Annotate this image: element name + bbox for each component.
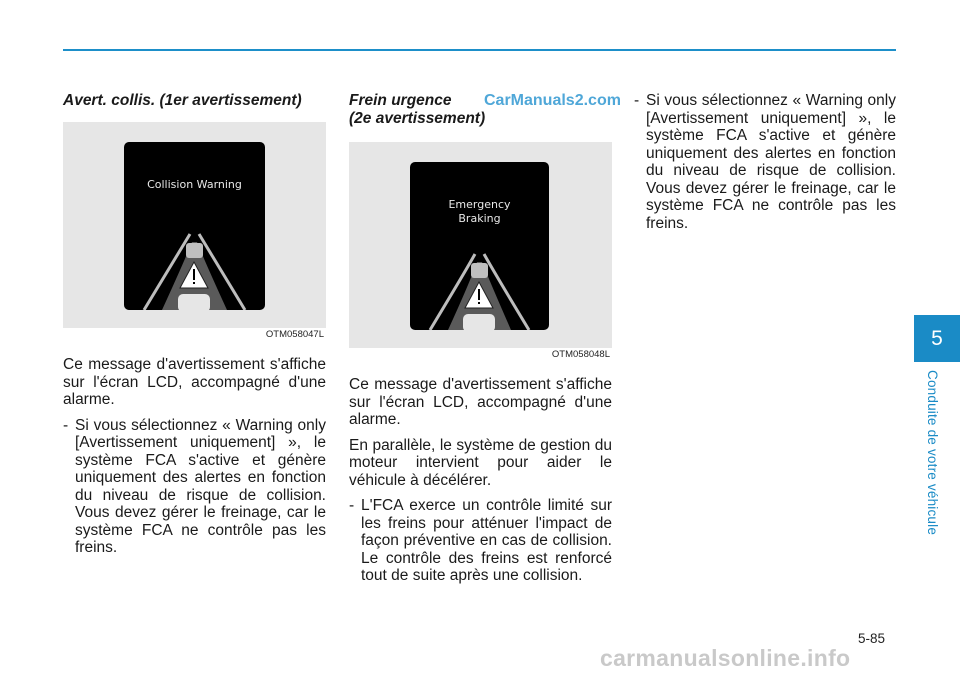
- figure-code: OTM058047L: [265, 328, 324, 340]
- bullet-dash: -: [634, 92, 640, 109]
- bullet-text: Si vous sélectionnez « Warning only [Avertissement uniquement] », le système FCA s'active et génère uniquement des alertes en fonction du niveau de risque de collision. Vous devez gérer le freinage, car le système FCA ne contrôle pas les freins.: [75, 416, 326, 556]
- heading-line: Frein urgence: [349, 92, 452, 109]
- lcd-screen: [124, 142, 265, 310]
- page-number: 5-85: [858, 631, 886, 646]
- paragraph: En parallèle, le système de gestion du moteur intervient pour aider le véhicule à décélérer.: [349, 436, 612, 489]
- screen-title-line: Braking: [458, 212, 501, 225]
- footer-watermark: carmanualsonline.info: [600, 645, 851, 671]
- screen-title-line: Emergency: [448, 198, 511, 211]
- right-column: [634, 92, 896, 232]
- paragraph: Ce message d'avertissement s'affiche sur l'écran LCD, accompagné d'une alarme.: [63, 356, 326, 408]
- collision-scene-illustration: [124, 142, 265, 310]
- paragraph: Ce message d'avertissement s'affiche sur l'écran LCD, accompagné d'une alarme.: [349, 376, 612, 428]
- heading-line: (2e avertissement): [349, 110, 486, 127]
- screen-title: Collision Warning: [147, 178, 242, 191]
- bullet-dash: -: [63, 416, 69, 434]
- collision-warning-figure: [63, 122, 326, 340]
- bullet-text: L'FCA exerce un contrôle limité sur les freins pour atténuer l'impact de façon préventive en cas de collision. Le contrôle des freins est renforcé tout de suite après une collision.: [361, 497, 612, 584]
- braking-scene-illustration: [410, 162, 549, 330]
- emergency-braking-figure: [349, 142, 612, 360]
- front-car-icon: [186, 243, 203, 258]
- bullet-item: [349, 497, 612, 585]
- bullet-dash: -: [349, 497, 355, 514]
- own-car-icon: [178, 294, 210, 310]
- section-heading: Avert. collis. (1er avertissement): [63, 92, 302, 109]
- bullet-item: [63, 417, 326, 557]
- own-car-icon: [463, 314, 495, 330]
- bullet-item: [634, 92, 896, 232]
- top-rule: [63, 49, 896, 51]
- left-column: [63, 92, 326, 557]
- figure-code: OTM058048L: [551, 348, 610, 360]
- middle-column: [349, 92, 612, 585]
- chapter-title: Conduite de votre véhicule: [925, 370, 940, 536]
- watermark-text: CarManuals2.com: [484, 92, 621, 109]
- chapter-title-vertical: [922, 370, 942, 550]
- front-car-icon: [471, 263, 488, 278]
- bullet-text: Si vous sélectionnez « Warning only [Avertissement uniquement] », le système FCA s'active et génère uniquement des alertes en fonction du niveau de risque de collision. Vous devez gérer le freinage, car le système FCA ne contrôle pas les freins.: [646, 92, 896, 232]
- chapter-tab: 5: [914, 315, 960, 362]
- lcd-screen: [410, 162, 549, 330]
